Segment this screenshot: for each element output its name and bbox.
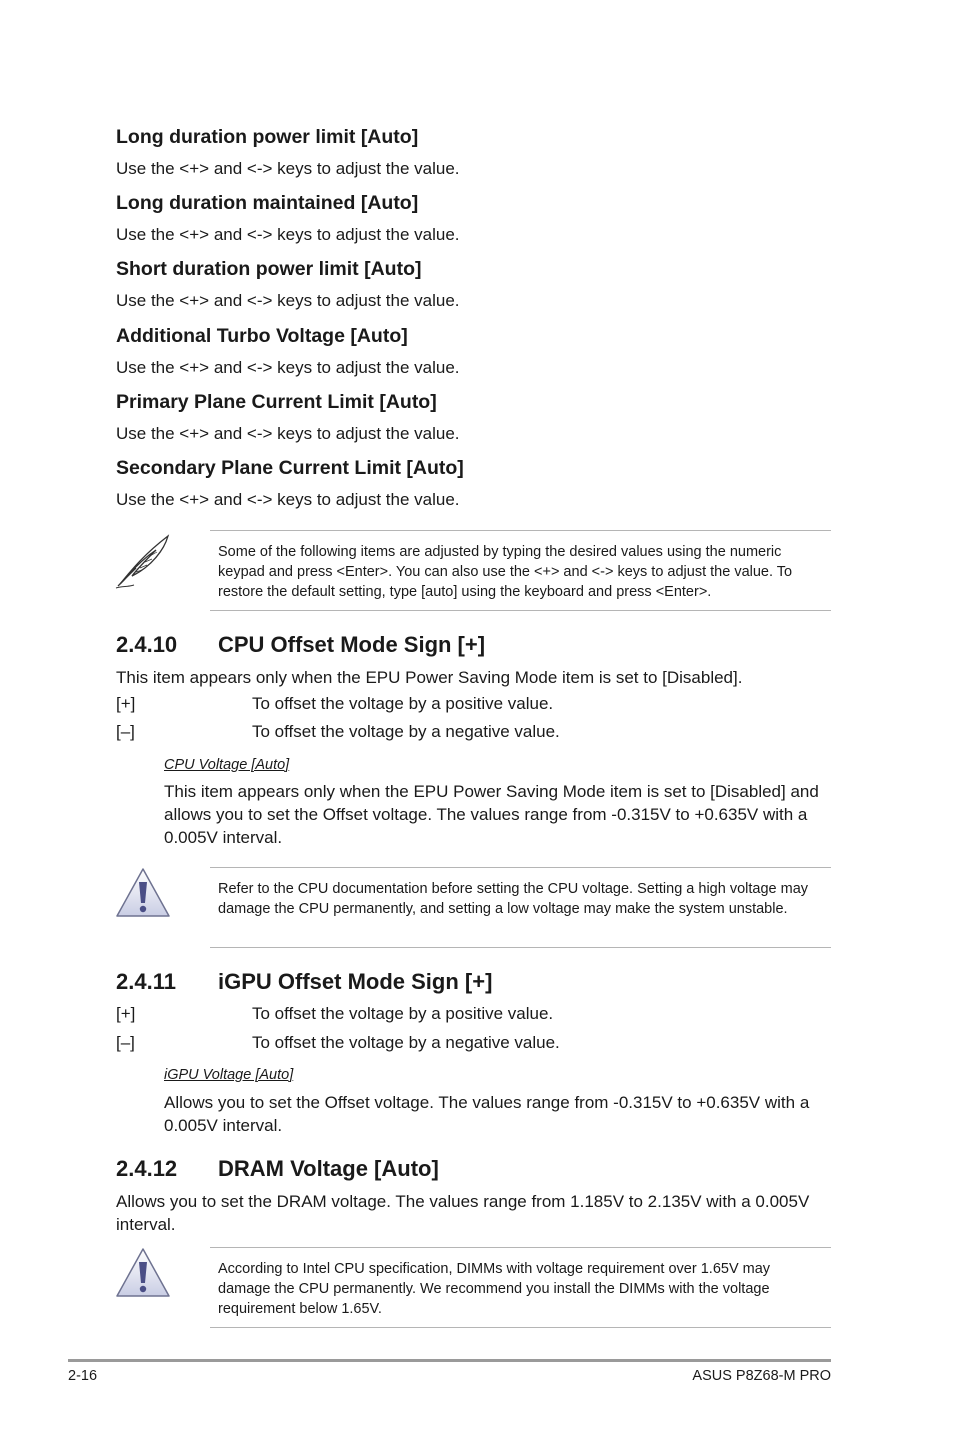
section-heading-2-4-12 <box>116 1156 439 1182</box>
footer-rule <box>68 1359 831 1362</box>
option-desc-negative: To offset the voltage by a negative value. <box>252 722 560 741</box>
section-title: iGPU Offset Mode Sign [+] <box>218 969 493 994</box>
item-title-long-duration-maintained: Long duration maintained [Auto] <box>116 192 419 214</box>
caution-box <box>210 1247 831 1328</box>
item-title-additional-turbo-voltage: Additional Turbo Voltage [Auto] <box>116 325 408 347</box>
option-key-negative: [–] <box>116 722 135 741</box>
section-heading-2-4-11 <box>116 969 492 995</box>
item-desc-additional-turbo-voltage: Use the <+> and <-> keys to adjust the value. <box>116 358 460 377</box>
section-number: 2.4.12 <box>116 1156 178 1181</box>
item-desc-primary-plane-current-limit: Use the <+> and <-> keys to adjust the value. <box>116 424 460 443</box>
caution-text: According to Intel CPU specification, DIMMs with voltage requirement over 1.65V may damage the CPU permanently. We recommend you install the DIMMs with the voltage requirement below 1.65V. <box>218 1261 771 1317</box>
note-text: Some of the following items are adjusted by typing the desired values using the numeric keypad and press <Enter>. You can also use the <+> and <-> keys to adjust the value. To restore the default setting, type [auto] using the keyboard and press <Enter>. <box>218 544 793 600</box>
page-number: 2-16 <box>68 1368 98 1384</box>
section-title: CPU Offset Mode Sign [+] <box>218 632 486 657</box>
option-desc-positive: To offset the voltage by a positive value. <box>252 1004 554 1023</box>
sub-item-text-igpu-voltage: Allows you to set the Offset voltage. The values range from -0.315V to +0.635V with a 0.005V interval. <box>164 1093 810 1135</box>
sub-item-label-igpu-voltage: iGPU Voltage [Auto] <box>164 1067 294 1083</box>
item-desc-long-duration-power-limit: Use the <+> and <-> keys to adjust the value. <box>116 159 460 178</box>
warning-triangle-icon <box>114 866 172 925</box>
item-title-primary-plane-current-limit: Primary Plane Current Limit [Auto] <box>116 391 437 413</box>
section-intro: Allows you to set the DRAM voltage. The values range from 1.185V to 2.135V with a 0.005V interval. <box>116 1192 810 1234</box>
section-title: DRAM Voltage [Auto] <box>218 1156 439 1181</box>
option-key-positive: [+] <box>116 1004 136 1023</box>
feather-pen-icon <box>112 532 174 595</box>
option-key-positive: [+] <box>116 694 136 713</box>
section-intro: This item appears only when the EPU Power Saving Mode item is set to [Disabled]. <box>116 668 743 687</box>
caution-box <box>210 867 831 948</box>
option-key-negative: [–] <box>116 1033 135 1052</box>
caution-text: Refer to the CPU documentation before setting the CPU voltage. Setting a high voltage may damage the CPU permanently, and setting a low voltage may make the system unstable. <box>218 881 809 917</box>
item-desc-secondary-plane-current-limit: Use the <+> and <-> keys to adjust the value. <box>116 490 460 509</box>
warning-triangle-icon <box>114 1246 172 1305</box>
section-number: 2.4.11 <box>116 969 176 994</box>
option-desc-positive: To offset the voltage by a positive value. <box>252 694 554 713</box>
option-desc-negative: To offset the voltage by a negative value. <box>252 1033 560 1052</box>
item-title-short-duration-power-limit: Short duration power limit [Auto] <box>116 258 422 280</box>
sub-item-text-cpu-voltage: This item appears only when the EPU Power Saving Mode item is set to [Disabled] and allows you to set the Offset voltage. The values range from -0.315V to +0.635V with a 0.005V interval. <box>164 782 819 847</box>
note-box <box>210 530 831 611</box>
item-title-secondary-plane-current-limit: Secondary Plane Current Limit [Auto] <box>116 457 464 479</box>
section-number: 2.4.10 <box>116 632 178 657</box>
item-desc-short-duration-power-limit: Use the <+> and <-> keys to adjust the value. <box>116 291 460 310</box>
section-heading-2-4-10 <box>116 632 485 658</box>
sub-item-label-cpu-voltage: CPU Voltage [Auto] <box>164 757 290 773</box>
item-desc-long-duration-maintained: Use the <+> and <-> keys to adjust the value. <box>116 225 460 244</box>
product-name: ASUS P8Z68-M PRO <box>692 1368 831 1384</box>
item-title-long-duration-power-limit: Long duration power limit [Auto] <box>116 126 419 148</box>
